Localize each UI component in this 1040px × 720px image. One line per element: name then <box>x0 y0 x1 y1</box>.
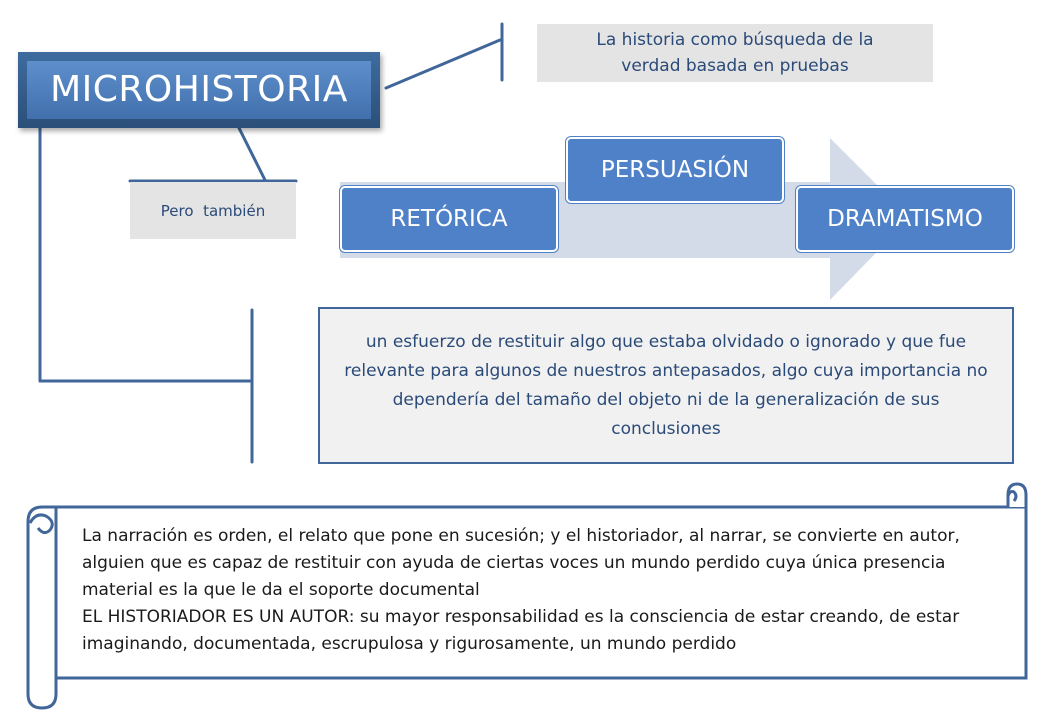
process-step-label: RETÓRICA <box>390 206 508 232</box>
page-title: MICROHISTORIA <box>27 61 371 119</box>
scroll-paragraph-2: EL HISTORIADOR ES UN AUTOR: su mayor responsabilidad es la consciencia de estar creando, de estar imaginando, documentada, escrupulosa y rigurosamente, un mundo perdido <box>82 607 960 654</box>
scroll-paragraph-1: La narración es orden, el relato que pone en sucesión; y el historiador, al narrar, se convierte en autor, alguien que es capaz de restituir con ayuda de ciertas voces un mundo perdido cuya única presencia material es la que le da el soporte documental <box>82 526 960 600</box>
definition-text: un esfuerzo de restituir algo que estaba olvidado o ignorado y que fue relevante para algunos de nuestros antepasados, algo cuya importancia no dependería del tamaño del objeto ni de la generalización de sus conclusiones <box>344 331 988 439</box>
scroll-left-curl <box>28 507 56 708</box>
process-step-label: PERSUASIÓN <box>600 157 750 183</box>
scroll-text <box>82 523 1002 658</box>
qualifier-text: Pero también <box>160 201 266 220</box>
process-step-label: DRAMATISMO <box>827 206 983 232</box>
top-note-text: La historia como búsqueda de la verdad basada en pruebas <box>596 30 874 76</box>
